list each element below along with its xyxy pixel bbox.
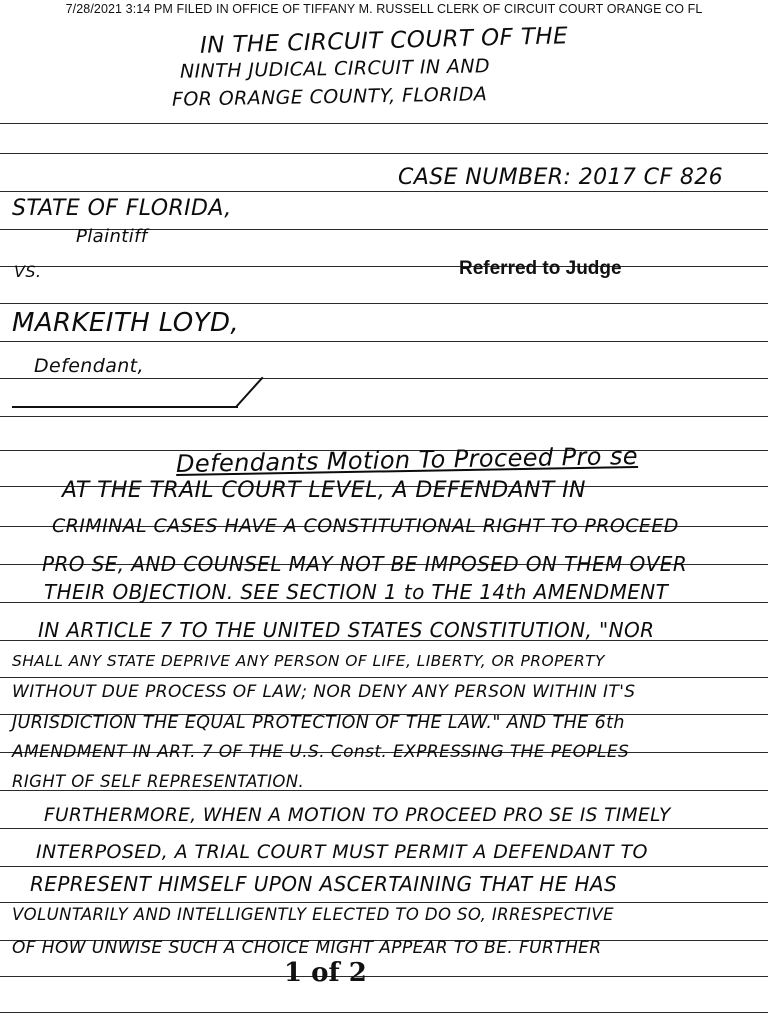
court-heading-line-1: IN THE CIRCUIT COURT OF THE bbox=[199, 23, 569, 59]
body-line: AMENDMENT IN ART. 7 OF THE U.S. Const. EXPRESSING THE PEOPLES bbox=[12, 742, 630, 762]
body-line: THEIR OBJECTION. SEE SECTION 1 to THE 14th AMENDMENT bbox=[44, 580, 669, 604]
body-line: PRO SE, AND COUNSEL MAY NOT BE IMPOSED ON THEM OVER bbox=[42, 552, 688, 576]
defendant-role: Defendant, bbox=[34, 355, 144, 377]
plaintiff-role: Plaintiff bbox=[76, 226, 148, 247]
filing-stamp: 7/28/2021 3:14 PM FILED IN OFFICE OF TIFFANY M. RUSSELL CLERK OF CIRCUIT COURT ORANGE CO FL bbox=[65, 2, 703, 16]
body-line: CRIMINAL CASES HAVE A CONSTITUTIONAL RIGHT TO PROCEED bbox=[52, 515, 679, 537]
body-line: OF HOW UNWISE SUCH A CHOICE MIGHT APPEAR TO BE. FURTHER bbox=[12, 938, 602, 958]
plaintiff-name: STATE OF FLORIDA, bbox=[12, 196, 232, 221]
body-line: INTERPOSED, A TRIAL COURT MUST PERMIT A DEFENDANT TO bbox=[36, 841, 648, 863]
court-heading-line-3: FOR ORANGE COUNTY, FLORIDA bbox=[171, 83, 488, 111]
page-indicator: 1 of 2 bbox=[284, 958, 367, 988]
body-line: JURISDICTION THE EQUAL PROTECTION OF THE LAW." AND THE 6th bbox=[12, 713, 625, 733]
court-heading-line-2: NINTH JUDICAL CIRCUIT IN AND bbox=[179, 55, 491, 83]
case-number: CASE NUMBER: 2017 CF 826 bbox=[398, 165, 724, 190]
body-line: FURTHERMORE, WHEN A MOTION TO PROCEED PRO SE IS TIMELY bbox=[44, 805, 671, 826]
body-line: SHALL ANY STATE DEPRIVE ANY PERSON OF LIFE, LIBERTY, OR PROPERTY bbox=[12, 652, 605, 670]
body-line: IN ARTICLE 7 TO THE UNITED STATES CONSTITUTION, "NOR bbox=[38, 618, 655, 642]
body-line: AT THE TRAIL COURT LEVEL, A DEFENDANT IN bbox=[62, 478, 586, 503]
versus: VS. bbox=[14, 262, 42, 281]
defendant-name: MARKEITH LOYD, bbox=[12, 308, 240, 338]
body-line: RIGHT OF SELF REPRESENTATION. bbox=[12, 772, 305, 791]
body-line: WITHOUT DUE PROCESS OF LAW; NOR DENY ANY PERSON WITHIN IT'S bbox=[12, 682, 636, 702]
body-line: VOLUNTARILY AND INTELLIGENTLY ELECTED TO DO SO, IRRESPECTIVE bbox=[12, 905, 614, 924]
referred-to-judge-stamp: Referred to Judge bbox=[459, 258, 622, 279]
body-line: REPRESENT HIMSELF UPON ASCERTAINING THAT HE HAS bbox=[30, 872, 618, 896]
motion-title: Defendants Motion To Proceed Pro se bbox=[175, 441, 639, 479]
